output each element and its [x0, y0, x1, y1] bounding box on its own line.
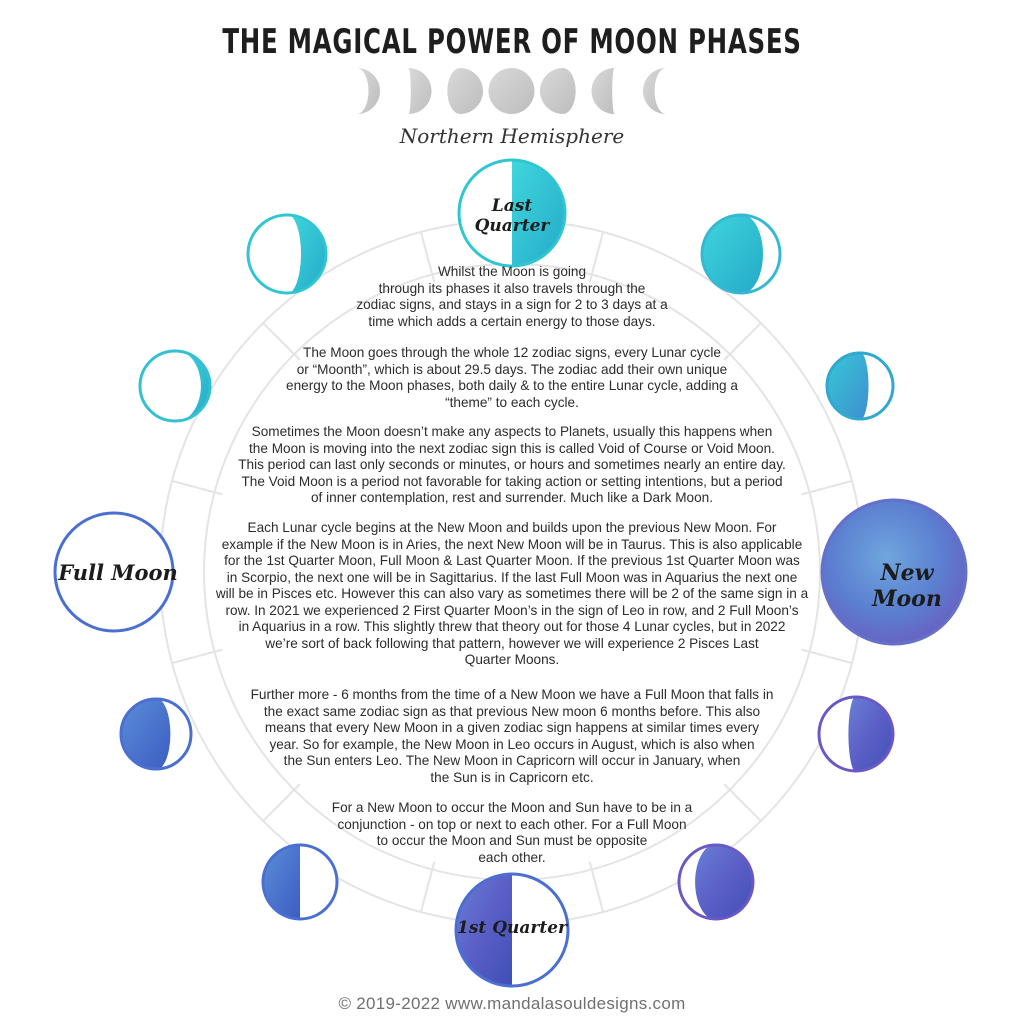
last-quarter-label: Last Quarter: [474, 196, 550, 236]
waxing-gibbous-moon-thin: [120, 698, 192, 770]
paragraph-1: Whilst the Moon is going through its phases it also travels through the zodiac signs, and stays in a sign for 2 to 3 days at a time which adds a certain energy to those days.: [356, 264, 668, 329]
paragraph-4: Each Lunar cycle begins at the New Moon and builds upon the previous New Moon. For example if the New Moon is in Aries, the next New Moon will be in Taurus. This is also applicable for the 1st Quarter Moon, Full Moon & Last Quarter Moon. If the previous 1st Quarter Moon was in Scorpio, the next one will be in Sagittarius. If the last Full Moon was in Aquarius the next one will be in Pisces etc. However this can also vary as sometimes there will be 2 of the same sign in a row. In 2021 we experienced 2 First Quarter Moon’s in the sign of Leo in row, and 2 Full Moon’s in Aquarius in a row. This slightly threw that theory out for those 4 Lunar cycles, but in 2022 we’re sort of back following that pattern, however we will experience 2 Pisces Last Quarter Moons.: [215, 520, 809, 667]
copyright-footer: © 2019-2022 www.mandalasouldesigns.com: [338, 994, 686, 1013]
waning-gibbous-moon-thin: [139, 350, 211, 422]
new-moon-label: New Moon: [872, 560, 942, 612]
phase-strip-moon: [592, 68, 615, 114]
moon-phase-strip: [357, 68, 666, 114]
phase-strip-moon: [643, 68, 666, 114]
waxing-crescent-moon-thin: [818, 696, 894, 772]
paragraph-5: Further more - 6 months from the time of a New Moon we have a Full Moon that falls in the exact same zodiac sign as that previous New moon 6 months before. This also means that every New Moon in a given zodiac sign happens at similar times every year. So for example, the New Moon in Leo occurs in August, which is also when the Sun enters Leo. The New Moon in Capricorn will occur in January, when the Sun is in Capricorn etc.: [250, 687, 774, 785]
page-title: THE MAGICAL POWER OF MOON PHASES: [222, 22, 802, 62]
full-moon-label: Full Moon: [58, 560, 178, 585]
phase-strip-moon: [447, 68, 483, 114]
first-quarter-label: 1st Quarter: [457, 918, 567, 938]
paragraph-6: For a New Moon to occur the Moon and Sun have to be in a conjunction - on top or next to each other. For a Full Moon to occur the Moon and Sun must be opposite each other.: [331, 800, 693, 865]
hemisphere-subtitle: Northern Hemisphere: [399, 124, 625, 148]
waning-crescent-moon-thin: [826, 352, 894, 420]
phase-strip-moon: [357, 68, 380, 114]
paragraph-2: The Moon goes through the whole 12 zodiac signs, every Lunar cycle or “Moonth”, which is about 29.5 days. The zodiac add their own unique energy to the Moon phases, both daily & to the entire Lunar cycle, adding a “theme” to each cycle.: [286, 345, 738, 410]
phase-strip-moon: [409, 68, 432, 114]
phase-strip-moon: [489, 68, 535, 114]
paragraph-3: Sometimes the Moon doesn’t make any aspects to Planets, usually this happens when the Moon is moving into the next zodiac sign this is called Void of Course or Void Moon. This period can last only seconds or minutes, or hours and sometimes nearly an entire day. The Void Moon is a period not favorable for taking action or setting intentions, but a period of inner contemplation, rest and surrender. Much like a Dark Moon.: [238, 424, 786, 505]
phase-strip-moon: [540, 68, 576, 114]
